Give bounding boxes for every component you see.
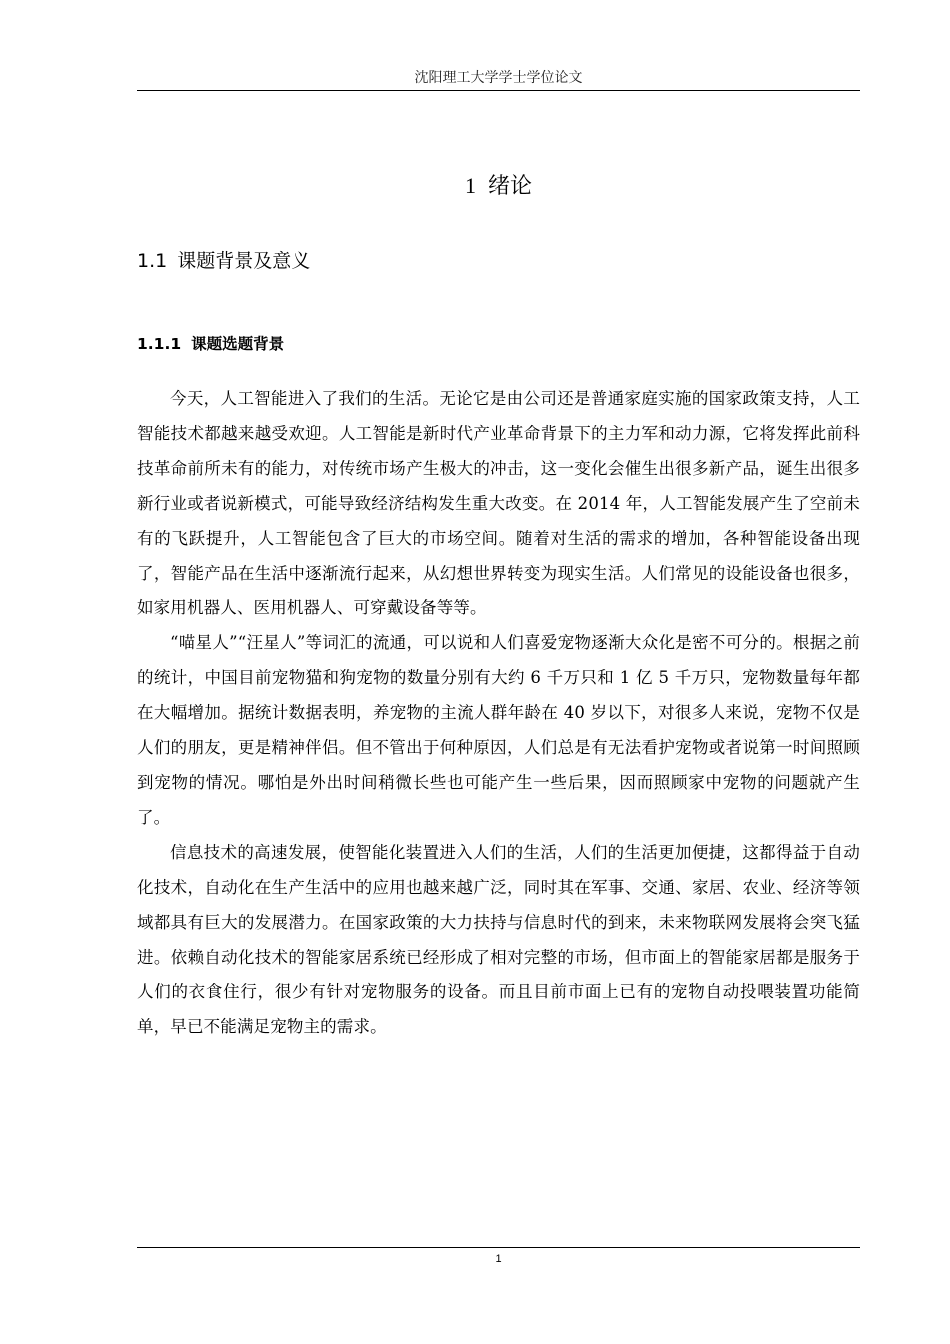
section-number: 1.1 bbox=[137, 250, 168, 272]
subsection-title-text: 课题选题背景 bbox=[191, 335, 285, 353]
body-text bbox=[137, 382, 860, 1045]
header-rule bbox=[137, 90, 860, 91]
page-number: 1 bbox=[495, 1253, 502, 1265]
section-title-text: 课题背景及意义 bbox=[177, 250, 311, 272]
chapter-title bbox=[137, 168, 860, 205]
subsection-number: 1.1.1 bbox=[137, 335, 182, 353]
footer-rule bbox=[137, 1247, 860, 1248]
paragraph: “喵星人”“汪星人”等词汇的流通，可以说和人们喜爱宠物逐渐大众化是密不可分的。根据之前的统计，中国目前宠物猫和狗宠物的数量分别有大约 6 千万只和 1 亿 5 千万只，宠物数量每年都在大幅增加。据统计数据表明，养宠物的主流人群年龄在 40 岁以下，对很多人来说，宠物不仅是人们的朋友，更是精神伴侣。但不管出于何种原因，人们总是有无法看护宠物或者说第一时间照顾到宠物的情况。哪怕是外出时间稍微长些也可能产生一些后果，因而照顾家中宠物的问题就产生了。 bbox=[137, 633, 860, 827]
paragraph: 信息技术的高速发展，使智能化装置进入人们的生活，人们的生活更加便捷，这都得益于自动化技术，自动化在生产生活中的应用也越来越广泛，同时其在军事、交通、家居、农业、经济等领域都具有巨大的发展潜力。在国家政策的大力扶持与信息时代的到来，未来物联网发展将会突飞猛进。依赖自动化技术的智能家居系统已经形成了相对完整的市场，但市面上的智能家居都是服务于人们的衣食住行，很少有针对宠物服务的设备。而且目前市面上已有的宠物自动投喂装置功能简单，早已不能满足宠物主的需求。 bbox=[137, 842, 860, 1037]
page-header: 沈阳理工大学学士学位论文 bbox=[414, 70, 583, 86]
paragraph: 今天，人工智能进入了我们的生活。无论它是由公司还是普通家庭实施的国家政策支持，人工智能技术都越来越受欢迎。人工智能是新时代产业革命背景下的主力军和动力源，它将发挥此前科技革命前所未有的能力，对传统市场产生极大的冲击，这一变化会催生出很多新产品，诞生出很多新行业或者说新模式，可能导致经济结构发生重大改变。在 2014 年，人工智能发展产生了空前未有的飞跃提升，人工智能包含了巨大的市场空间。随着对生活的需求的增加，各种智能设备出现了，智能产品在生活中逐渐流行起来，从幻想世界转变为现实生活。人们常见的设能设备也很多，如家用机器人、医用机器人、可穿戴设备等等。 bbox=[137, 389, 860, 618]
chapter-title-text: 绪论 bbox=[487, 174, 532, 199]
chapter-number: 1 bbox=[464, 173, 476, 198]
section-title bbox=[137, 246, 310, 276]
subsection-title bbox=[137, 332, 284, 356]
